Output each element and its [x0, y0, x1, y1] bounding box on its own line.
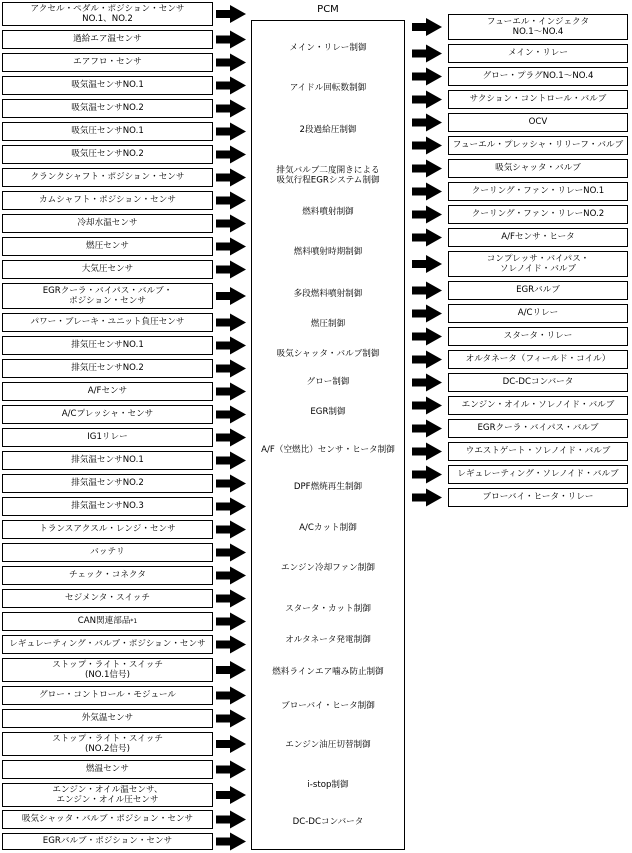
- output-label: DC-DCコンバータ: [502, 377, 574, 388]
- input-label: CAN関連部品: [77, 616, 131, 627]
- input-arrow: [216, 429, 246, 447]
- output-arrow: [412, 466, 442, 484]
- input-label: IG1リレー: [87, 432, 128, 443]
- output-arrow: [412, 282, 442, 300]
- input-arrow: [216, 287, 246, 305]
- output-label: ウエストゲート・ソレノイド・バルブ: [465, 446, 611, 457]
- output-label: EGRクーラ・バイパス・バルブ: [477, 423, 599, 434]
- input-label: パワー・ブレーキ・ユニット負圧センサ: [30, 317, 185, 328]
- pcm-function: 排気バルブ二度開きによる 吸気行程EGRシステム制御: [276, 165, 380, 186]
- input-label: 排気圧センサNO.1: [71, 340, 144, 351]
- pcm-function: 多段燃料噴射制御: [293, 288, 363, 299]
- input-arrow: [216, 146, 246, 164]
- pcm-function: グロー制御: [306, 376, 350, 387]
- pcm-function: ブローバイ・ヒータ制御: [281, 700, 375, 711]
- input-label: 燃温センサ: [86, 764, 129, 775]
- input-arrow: [216, 786, 246, 804]
- can-footnote-mark: *1: [130, 617, 138, 625]
- pcm-title: PCM: [317, 4, 339, 15]
- output-arrow: [412, 374, 442, 392]
- output-label: クーリング・ファン・リレーNO.2: [471, 209, 605, 220]
- pcm-function: A/F（空燃比）センサ・ヒータ制御: [261, 444, 395, 455]
- output-arrow: [412, 91, 442, 109]
- input-label: 吸気温センサNO.1: [71, 80, 144, 91]
- input-label: ストップ・ライト・スイッチ (NO.2信号): [52, 733, 163, 754]
- input-label: エンジン・オイル温センサ、 エンジン・オイル圧センサ: [52, 784, 163, 805]
- input-label: 排気温センサNO.2: [71, 478, 144, 489]
- output-label: 吸気シャッタ・バルブ: [495, 163, 581, 174]
- input-label: セジメンタ・スイッチ: [65, 593, 150, 604]
- input-arrow: [216, 452, 246, 470]
- input-arrow: [216, 567, 246, 585]
- input-label: レギュレーティング・バルブ・ポジション・センサ: [9, 639, 206, 650]
- input-arrow: [216, 192, 246, 210]
- output-label: スタータ・リレー: [503, 331, 573, 342]
- input-arrow: [216, 100, 246, 118]
- input-arrow: [216, 544, 246, 562]
- pcm-function: メイン・リレー制御: [289, 42, 367, 53]
- output-label: EGRバルブ: [516, 285, 560, 296]
- output-arrow: [412, 45, 442, 63]
- input-arrow: [216, 77, 246, 95]
- pcm-function: アイドル回転数制御: [289, 82, 367, 93]
- pcm-function: 燃圧制御: [310, 318, 346, 329]
- input-label: 大気圧センサ: [81, 264, 134, 275]
- output-arrow: [412, 351, 442, 369]
- input-label: EGRクーラ・バイパス・バルブ・ ポジション・センサ: [42, 285, 173, 306]
- input-label: 吸気圧センサNO.2: [71, 149, 144, 160]
- output-arrow: [412, 68, 442, 86]
- pcm-function: DC-DCコンバータ: [292, 816, 364, 827]
- input-label: 吸気温センサNO.2: [71, 103, 144, 114]
- input-arrow: [216, 661, 246, 679]
- input-arrow: [216, 590, 246, 608]
- input-arrow: [216, 521, 246, 539]
- input-label: EGRバルブ・ポジション・センサ: [42, 836, 173, 847]
- input-arrow: [216, 498, 246, 516]
- output-label: A/Cリレー: [517, 308, 559, 319]
- output-label: A/Fセンサ・ヒータ: [501, 232, 575, 243]
- output-arrow: [412, 443, 442, 461]
- input-arrow: [216, 360, 246, 378]
- input-label: トランスアクスル・レンジ・センサ: [39, 524, 176, 535]
- input-label: チェック・コネクタ: [69, 570, 146, 581]
- input-label: A/Fセンサ: [87, 386, 128, 397]
- input-label: バッテリ: [90, 547, 125, 558]
- input-arrow: [216, 383, 246, 401]
- pcm-function: A/Cカット制御: [299, 522, 357, 533]
- input-arrow: [216, 169, 246, 187]
- output-arrow: [412, 114, 442, 132]
- output-arrow: [412, 489, 442, 507]
- output-arrow: [412, 183, 442, 201]
- output-arrow: [412, 18, 442, 36]
- input-arrow: [216, 5, 246, 23]
- pcm-function: 燃料ラインエア噛み防止制御: [272, 666, 384, 677]
- input-label: A/Cプレッシャ・センサ: [61, 409, 154, 420]
- output-arrow: [412, 397, 442, 415]
- input-arrow: [216, 54, 246, 72]
- output-arrow: [412, 255, 442, 273]
- input-label: 過給エア温センサ: [73, 34, 142, 45]
- input-label: 外気温センサ: [81, 713, 134, 724]
- pcm-function: i-stop制御: [307, 779, 349, 790]
- output-label: OCV: [528, 117, 548, 128]
- output-label: ブローバイ・ヒータ・リレー: [482, 492, 594, 503]
- input-arrow: [216, 735, 246, 753]
- input-arrow: [216, 710, 246, 728]
- pcm-function: エンジン油圧切替制御: [285, 739, 371, 750]
- pcm-function: DPF燃焼再生制御: [293, 481, 363, 492]
- output-arrow: [412, 305, 442, 323]
- input-label: 冷却水温センサ: [77, 218, 138, 229]
- output-arrow: [412, 229, 442, 247]
- input-label: 吸気シャッタ・バルブ・ポジション・センサ: [21, 814, 194, 825]
- pcm-function: 2段過給圧制御: [299, 124, 357, 135]
- output-label: フューエル・プレッシャ・リリーフ・バルブ: [452, 140, 624, 151]
- input-label: 排気圧センサNO.2: [71, 363, 144, 374]
- input-arrow: [216, 761, 246, 779]
- pcm-function: エンジン冷却ファン制御: [281, 562, 375, 573]
- output-label: コンプレッサ・バイパス・ ソレノイド・バルブ: [486, 253, 590, 274]
- input-label: アクセル・ペダル・ポジション・センサ NO.1、NO.2: [30, 3, 185, 24]
- pcm-function: 吸気シャッタ・バルブ制御: [276, 348, 380, 359]
- input-arrow: [216, 811, 246, 829]
- input-label: カムシャフト・ポジション・センサ: [39, 195, 176, 206]
- input-arrow: [216, 337, 246, 355]
- output-label: フューエル・インジェクタ NO.1～NO.4: [486, 16, 590, 37]
- input-label: 排気温センサNO.1: [71, 455, 144, 466]
- input-arrow: [216, 238, 246, 256]
- input-arrow: [216, 31, 246, 49]
- pcm-function: オルタネータ発電制御: [285, 634, 371, 645]
- input-arrow: [216, 475, 246, 493]
- output-label: エンジン・オイル・ソレノイド・バルブ: [461, 400, 615, 411]
- output-arrow: [412, 328, 442, 346]
- input-label: 燃圧センサ: [86, 241, 129, 252]
- output-label: オルタネータ（フィールド・コイル）: [465, 354, 611, 365]
- input-arrow: [216, 215, 246, 233]
- output-arrow: [412, 206, 442, 224]
- input-arrow: [216, 613, 246, 631]
- output-arrow: [412, 420, 442, 438]
- input-arrow: [216, 314, 246, 332]
- input-label: ストップ・ライト・スイッチ (NO.1信号): [52, 659, 163, 680]
- pcm-function: EGR制御: [310, 406, 346, 417]
- pcm-function: スタータ・カット制御: [285, 603, 371, 614]
- input-arrow: [216, 123, 246, 141]
- output-label: グロー・プラグNO.1～NO.4: [482, 71, 594, 82]
- input-arrow: [216, 636, 246, 654]
- input-arrow: [216, 406, 246, 424]
- input-label: グロー・コントロール・モジュール: [39, 690, 176, 701]
- output-label: メイン・リレー: [508, 48, 568, 59]
- input-arrow: [216, 261, 246, 279]
- input-arrow: [216, 687, 246, 705]
- input-label: 排気温センサNO.3: [71, 501, 144, 512]
- pcm-function: 燃料噴射時期制御: [293, 246, 363, 257]
- pcm-function: 燃料噴射制御: [302, 206, 354, 217]
- input-label: クランクシャフト・ポジション・センサ: [30, 172, 185, 183]
- output-label: クーリング・ファン・リレーNO.1: [471, 186, 605, 197]
- output-arrow: [412, 160, 442, 178]
- output-label: レギュレーティング・ソレノイド・バルブ: [457, 469, 619, 480]
- input-arrow: [216, 833, 246, 851]
- input-label: エアフロ・センサ: [73, 57, 142, 68]
- output-arrow: [412, 137, 442, 155]
- input-label: 吸気圧センサNO.1: [71, 126, 144, 137]
- output-label: サクション・コントロール・バルブ: [469, 94, 607, 105]
